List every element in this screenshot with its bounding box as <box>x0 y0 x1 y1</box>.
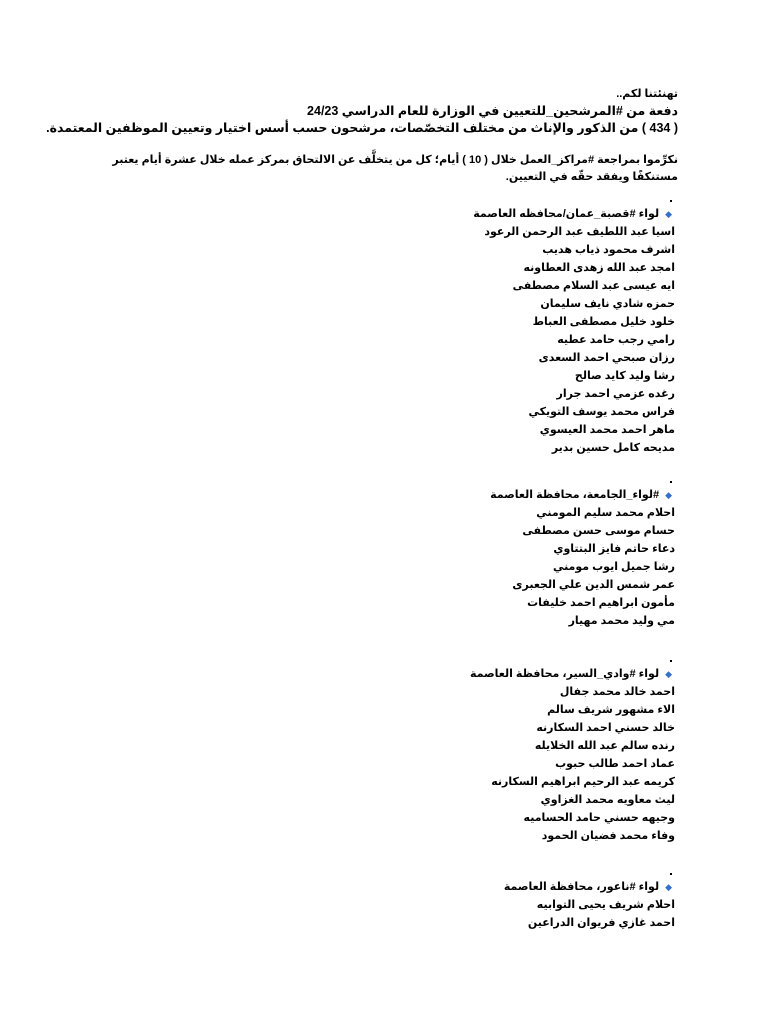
candidate-name: دعاء حاتم فايز البتتاوي <box>553 543 675 555</box>
district-header <box>345 878 675 896</box>
candidate-name: احمد خالد محمد جفال <box>559 686 675 698</box>
candidate-name: وفاء محمد فضيان الحمود <box>541 830 675 842</box>
candidate-name: احلام شريف يحيى التوابيه <box>536 899 675 911</box>
district-title: لواء #قصبة_عمان/محافظه العاصمة <box>473 208 660 220</box>
candidate-name: حمزه شادي نايف سليمان <box>540 298 675 310</box>
announcement-intro <box>46 86 678 186</box>
separator-dot <box>670 481 672 483</box>
district-header <box>345 486 675 504</box>
candidate-name: رشا وليد كايد صالح <box>574 370 675 382</box>
candidate-name: ليث معاويه محمد الغزاوي <box>540 794 675 806</box>
diamond-bullet-icon: ◆ <box>665 882 672 892</box>
district-title: لواء #ناعور، محافظة العاصمة <box>503 881 660 893</box>
candidate-name: اشرف محمود ذياب هديب <box>542 244 675 256</box>
candidate-name: خلود خليل مصطفى العباط <box>532 316 675 328</box>
candidate-name: مأمون ابراهيم احمد خليفات <box>527 597 675 609</box>
count-line: ( 434 ) من الذكور والإناث من مختلف التخصّصات، مرشحون حسب أسس اختيار وتعيين الموظفين المعتمدة. <box>46 121 678 135</box>
candidate-name: عماد احمد طالب حبوب <box>555 758 675 770</box>
diamond-bullet-icon: ◆ <box>665 669 672 679</box>
separator-dot <box>670 200 672 202</box>
candidate-name: رشا جميل ايوب مومني <box>552 561 675 573</box>
candidate-name: فراس محمد يوسف التويكي <box>528 406 675 418</box>
separator-dot <box>670 873 672 875</box>
district-section <box>345 481 675 630</box>
candidate-name: حسام موسى حسن مصطفى <box>522 525 675 537</box>
district-header <box>345 205 675 223</box>
candidate-name: وجيهه حسني حامد الحساميه <box>523 812 675 824</box>
candidate-name: كريمه عبد الرحيم ابراهيم السكارنه <box>491 776 675 788</box>
candidate-name: مي وليد محمد مهيار <box>568 615 675 627</box>
district-section <box>345 660 675 845</box>
diamond-bullet-icon: ◆ <box>665 209 672 219</box>
district-section <box>345 200 675 457</box>
batch-line: دفعة من #المرشحين_للتعيين في الوزارة للعام الدراسي 24/23 <box>307 104 678 118</box>
greeting-line: تهنئتنا لكم.. <box>616 88 678 100</box>
candidate-name: امجد عبد الله زهدى العطاونه <box>523 262 675 274</box>
diamond-bullet-icon: ◆ <box>665 490 672 500</box>
instructions-paragraph: نكرِّموا بمراجعة #مراكز_العمل خلال ( 10 ) أيام؛ كل من يتخلَّف عن الالتحاق بمركز عمله خلال عشرة أيام يعتبر مستنكفًا ويفقد حقّه في التعيين. <box>112 154 678 183</box>
candidate-name: رغده عزمي احمد جرار <box>556 388 675 400</box>
candidate-name: احلام محمد سليم المومني <box>536 507 675 519</box>
candidate-name: رنده سالم عبد الله الخلايله <box>534 740 675 752</box>
candidate-name: ايه عيسى عبد السلام مصطفى <box>512 280 675 292</box>
separator-dot <box>670 660 672 662</box>
candidate-name: عمر شمس الدين علي الجعبرى <box>512 579 675 591</box>
candidate-name: ماهر احمد محمد العيسوي <box>539 424 675 436</box>
candidate-name: رامي رجب حامد عطيه <box>557 334 675 346</box>
district-title: لواء #وادي_السير، محافظة العاصمة <box>469 668 660 680</box>
candidate-name: مديحه كامل حسين بدير <box>551 442 675 454</box>
candidate-name: احمد غازي فريوان الدراعين <box>527 917 675 929</box>
district-title: #لواء_الجامعة، محافظة العاصمة <box>490 489 660 501</box>
district-section <box>345 873 675 932</box>
candidate-name: اسيا عبد اللطيف عبد الرحمن الرعود <box>484 226 675 238</box>
candidate-name: خالد حسني احمد السكارنه <box>536 722 675 734</box>
candidate-name: الاء مشهور شريف سالم <box>547 704 675 716</box>
district-header <box>345 665 675 683</box>
candidate-name: رزان صبحي احمد السعدى <box>538 352 675 364</box>
